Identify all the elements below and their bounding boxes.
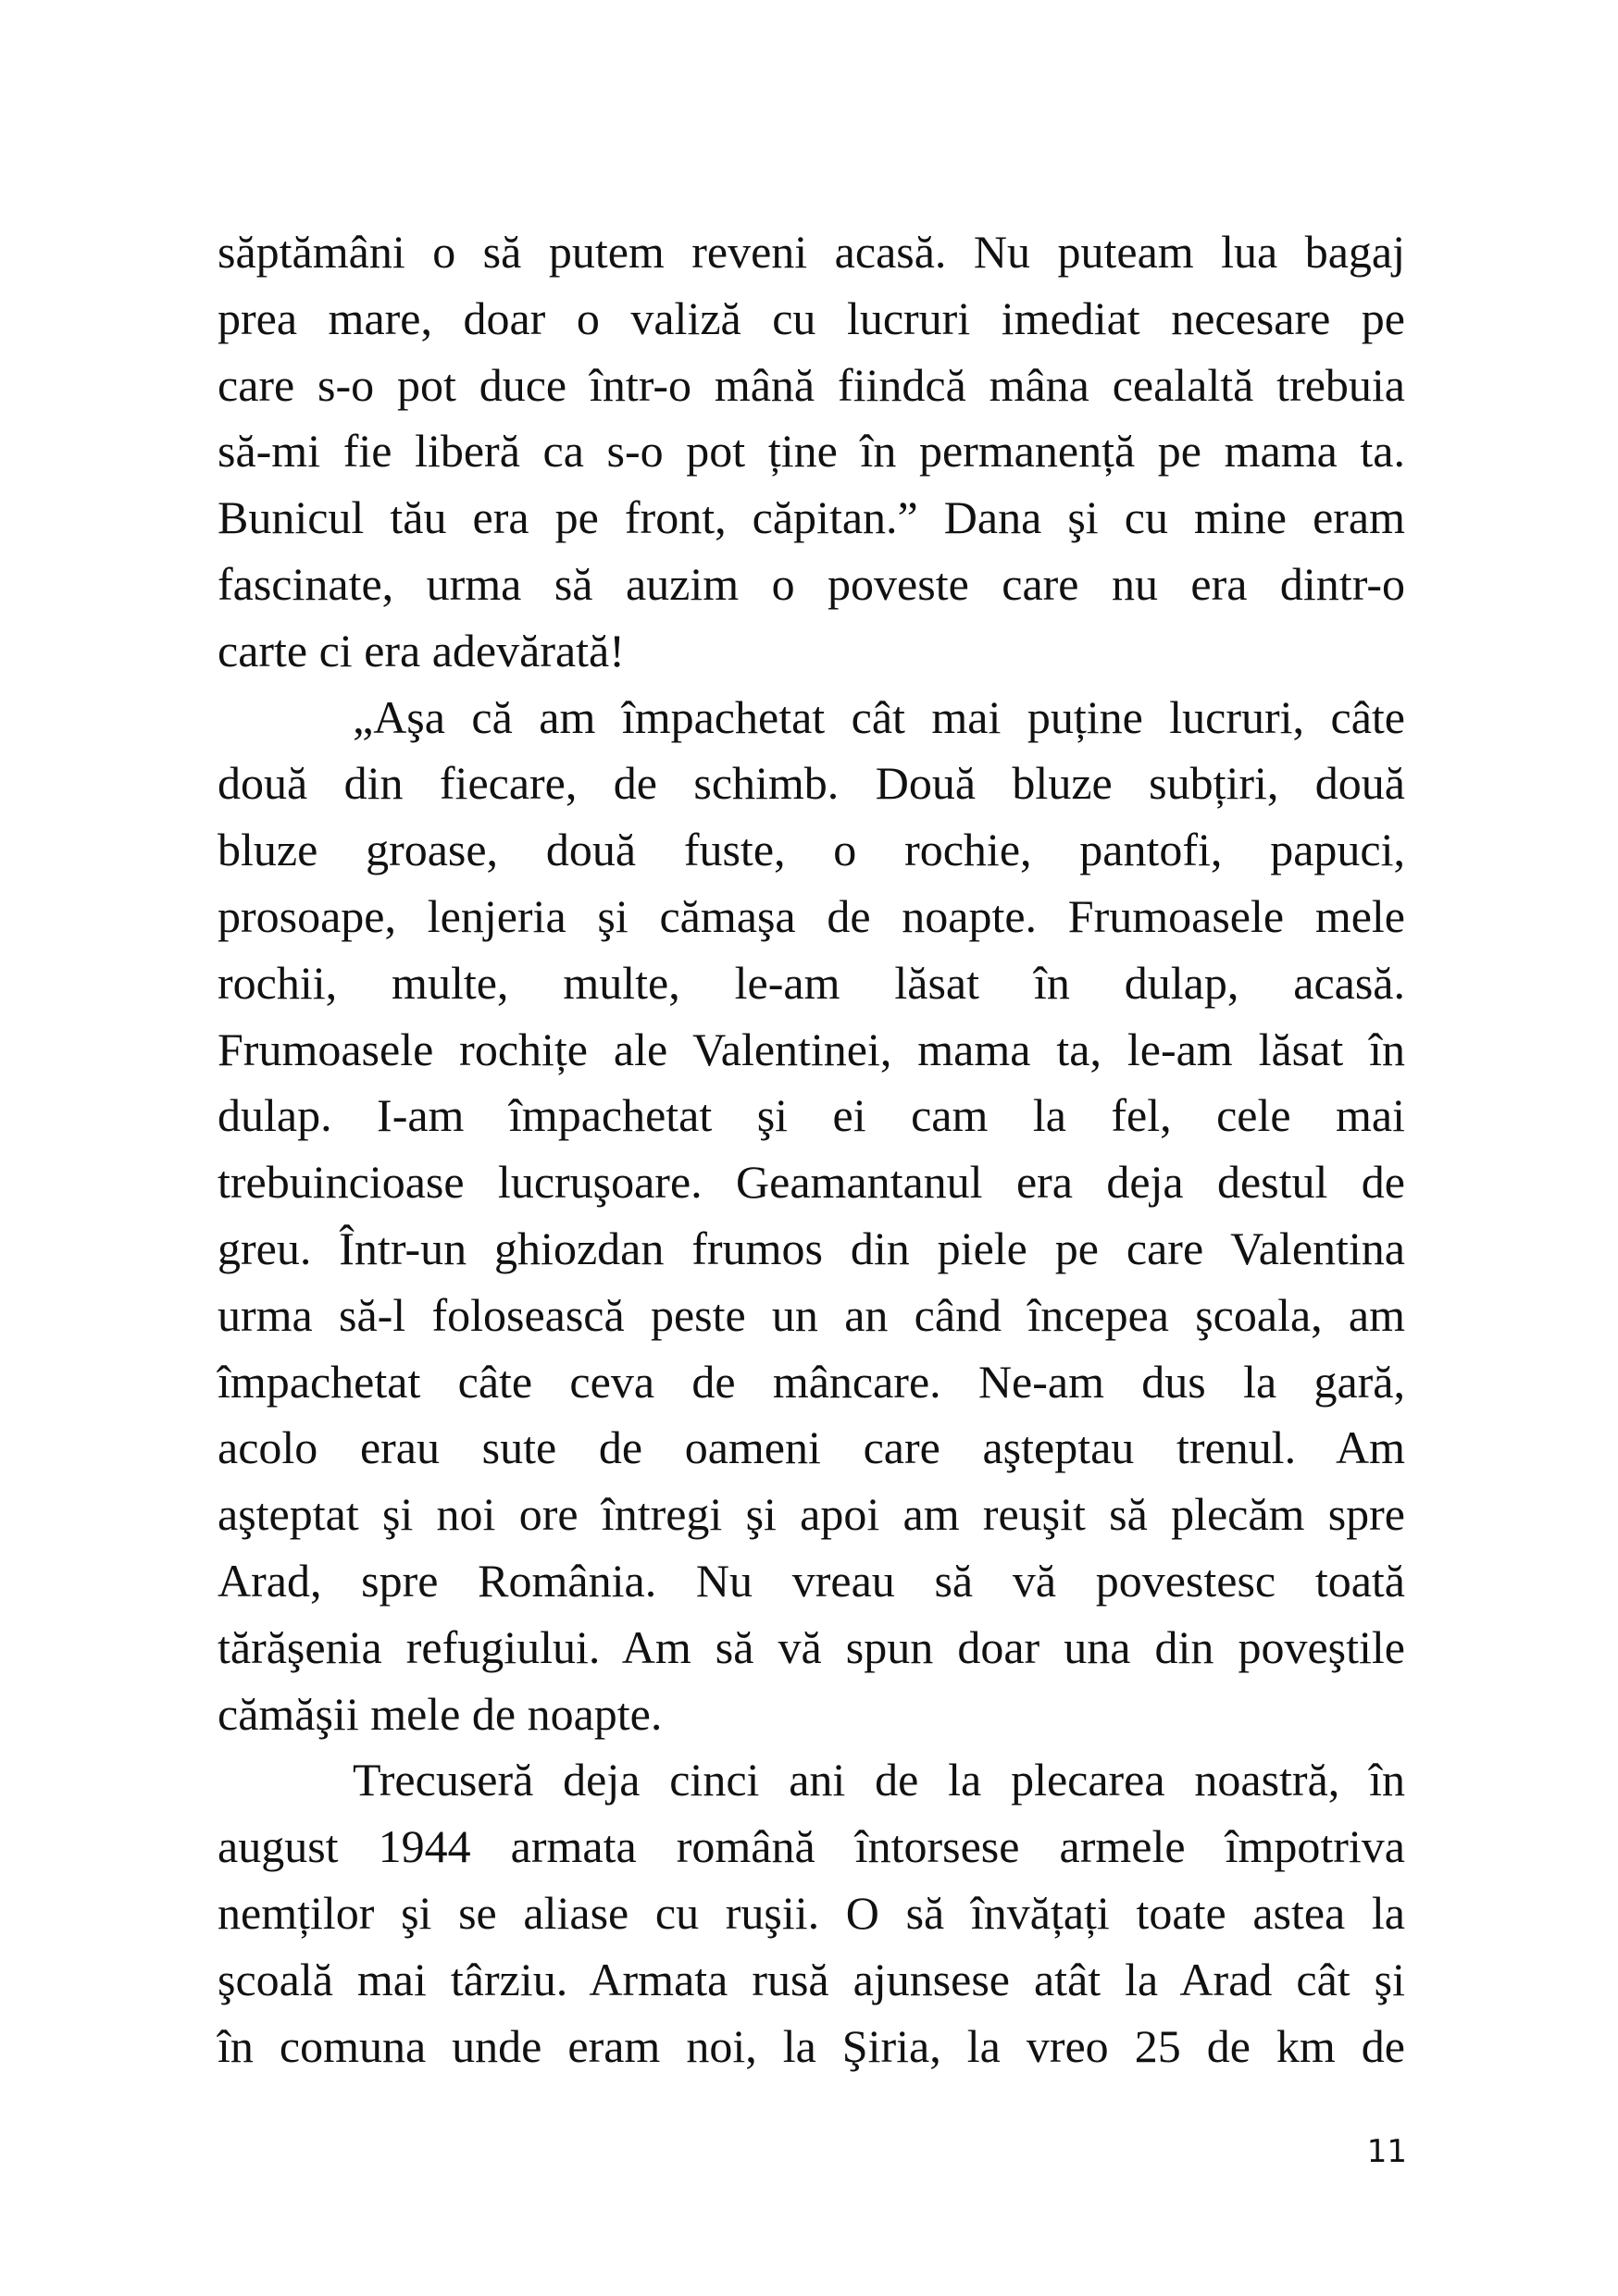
page-body-text (218, 219, 1405, 2079)
text-line: să-mi fie liberă ca s-o pot ține în permanență pe mama ta. (218, 425, 1405, 478)
text-line: împachetat câte ceva de mâncare. Ne-am dus la gară, (218, 1355, 1405, 1408)
text-line: august 1944 armata română întorsese armele împotriva (218, 1820, 1405, 1873)
text-line: carte ci era adevărată! (218, 624, 625, 676)
paragraph (218, 685, 1405, 1748)
text-line: bluze groase, două fuste, o rochie, pantofi, papuci, (218, 824, 1405, 876)
text-line: Frumoasele rochițe ale Valentinei, mama ta, le-am lăsat în (218, 1023, 1405, 1075)
text-line: urma să-l folosească peste un an când începea şcoala, am (218, 1288, 1405, 1341)
text-line: prosoape, lenjeria şi cămaşa de noapte. Frumoasele mele (218, 889, 1405, 942)
text-line: rochii, multe, multe, le-am lăsat în dulap, acasă. (218, 956, 1405, 1009)
text-line: două din fiecare, de schimb. Două bluze subțiri, două (218, 757, 1405, 810)
text-line: săptămâni o să putem reveni acasă. Nu puteam lua bagaj (218, 226, 1405, 278)
text-line: aşteptat şi noi ore întregi şi apoi am reuşit să plecăm spre (218, 1488, 1405, 1541)
text-line: cămăşii mele de noapte. (218, 1687, 663, 1740)
text-line: fascinate, urma să auzim o poveste care nu era dintr-o (218, 557, 1405, 610)
text-line: nemților şi se aliase cu ruşii. O să învățați toate astea la (218, 1886, 1405, 1939)
text-line: dulap. I-am împachetat şi ei cam la fel, cele mai (218, 1089, 1405, 1142)
paragraph (218, 219, 1405, 685)
text-line: în comuna unde eram noi, la Şiria, la vreo 25 de km de (218, 2019, 1405, 2072)
text-line: acolo erau sute de oameni care aşteptau trenul. Am (218, 1421, 1405, 1474)
text-line: tărăşenia refugiului. Am să vă spun doar una din poveştile (218, 1620, 1405, 1673)
text-line: prea mare, doar o valiză cu lucruri imediat necesare pe (218, 292, 1405, 344)
paragraph (218, 1747, 1405, 2079)
page-number: 11 (1366, 2133, 1407, 2170)
text-line: Arad, spre România. Nu vreau să vă povestesc toată (218, 1554, 1405, 1607)
text-line: greu. Într-un ghiozdan frumos din piele pe care Valentina (218, 1222, 1405, 1274)
text-line: Bunicul tău era pe front, căpitan.” Dana şi cu mine eram (218, 491, 1405, 544)
text-line: trebuincioase lucruşoare. Geamantanul era deja destul de (218, 1156, 1405, 1209)
text-line: „Aşa că am împachetat cât mai puține lucruri, câte (353, 690, 1405, 743)
text-line: care s-o pot duce într-o mână fiindcă mâna cealaltă trebuia (218, 358, 1405, 411)
text-line: şcoală mai târziu. Armata rusă ajunsese atât la Arad cât şi (218, 1953, 1405, 2005)
text-line: Trecuseră deja cinci ani de la plecarea noastră, în (353, 1754, 1405, 1806)
